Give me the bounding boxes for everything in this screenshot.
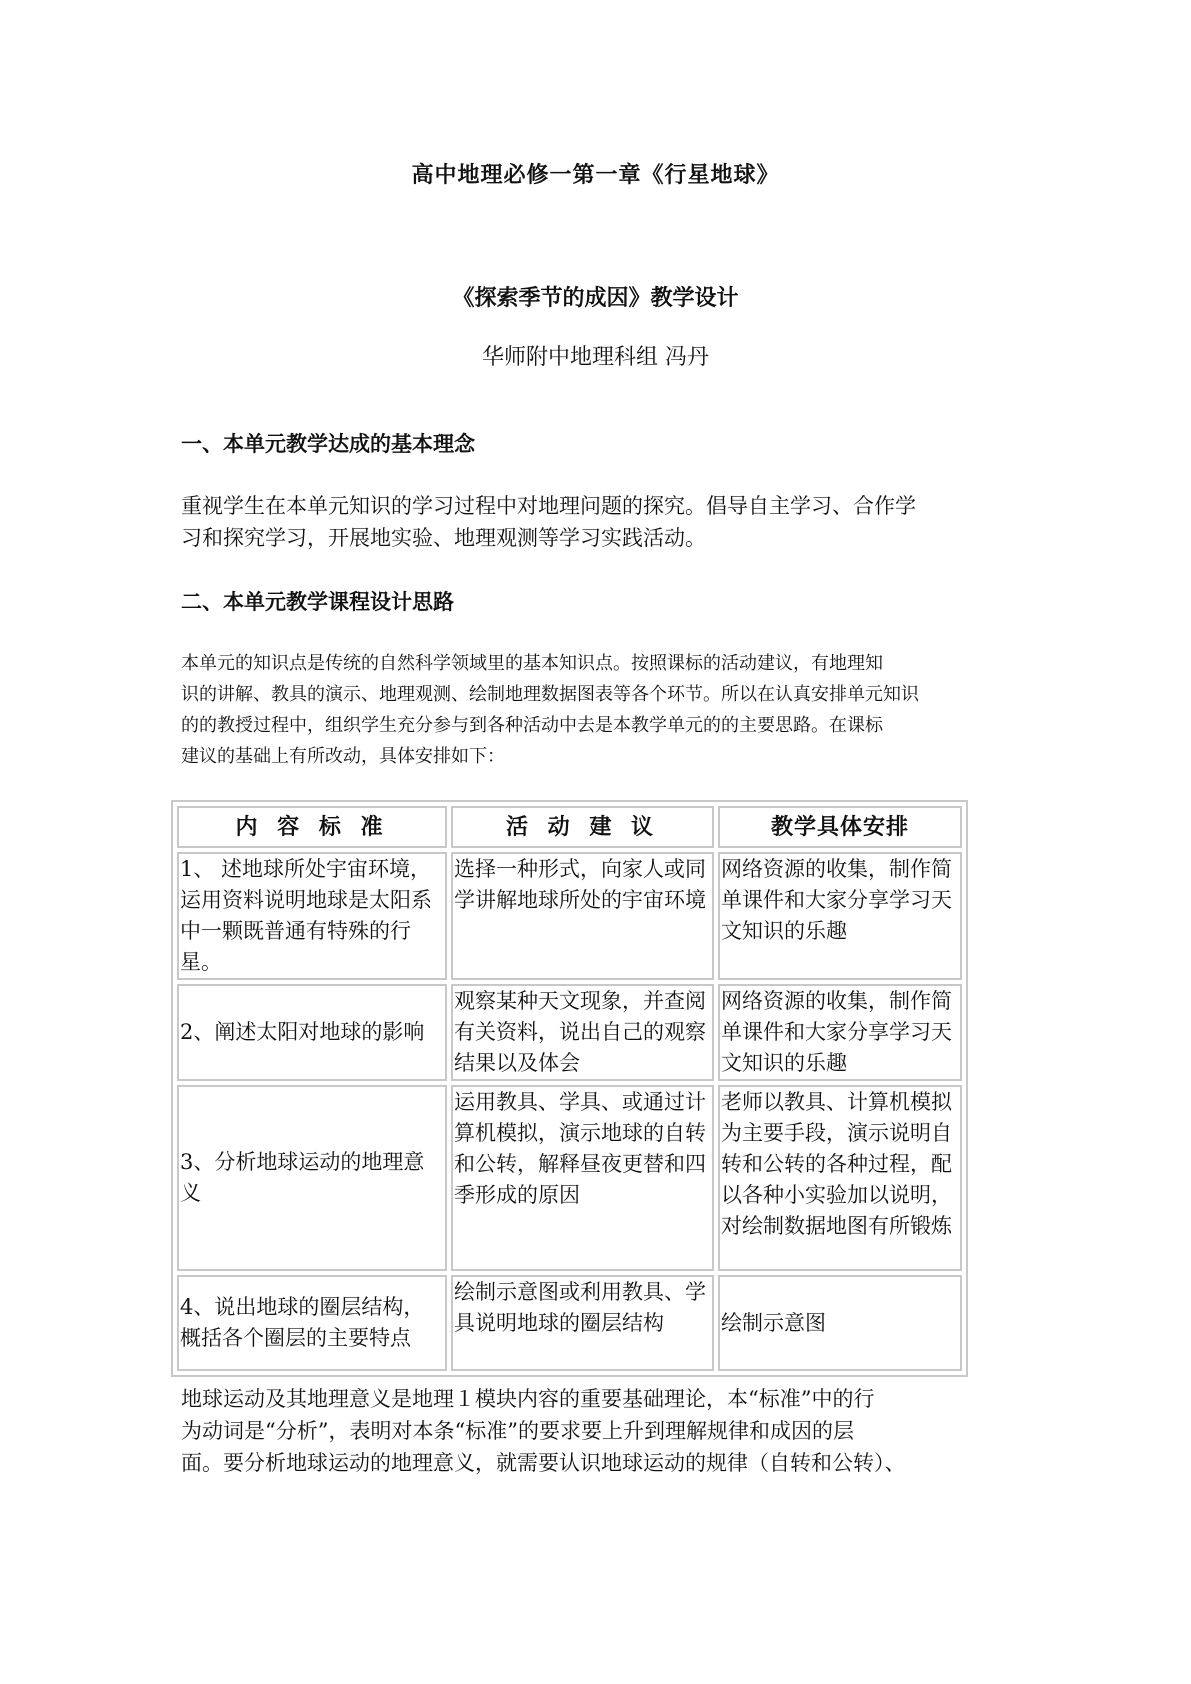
section1-body-line: 重视学生在本单元知识的学习过程中对地理问题的探究。倡导自主学习、合作学 <box>181 494 916 518</box>
closing-paragraph <box>181 1383 1021 1479</box>
document-title: 高中地理必修一第一章《行星地球》 <box>411 162 780 188</box>
section2-body-line: 识的讲解、教具的演示、地理观测、绘制地理数据图表等各个环节。所以在认真安排单元知识 <box>181 684 919 705</box>
section2-body-line: 建议的基础上有所改动，具体安排如下： <box>181 746 505 767</box>
closing-line: 面。要分析地球运动的地理意义，就需要认识地球运动的规律（自转和公转）、 <box>181 1451 906 1475</box>
section1-heading: 一、本单元教学达成的基本理念 <box>181 431 475 456</box>
table-cell: 网络资源的收集，制作简单课件和大家分享学习天文知识的乐趣 <box>718 984 962 1081</box>
section2-body-line: 本单元的知识点是传统的自然科学领域里的基本知识点。按照课标的活动建议，有地理知 <box>181 653 883 674</box>
table-cell: 网络资源的收集，制作简单课件和大家分享学习天文知识的乐趣 <box>718 852 962 980</box>
document-author: 华师附中地理科组 冯丹 <box>482 345 709 370</box>
table-header-cell: 教学具体安排 <box>718 806 962 848</box>
closing-line: 为动词是“分析”，表明对本条“标准”的要求要上升到理解规律和成因的层 <box>181 1419 854 1443</box>
table-cell: 老师以教具、计算机模拟为主要手段，演示说明自转和公转的各种过程，配以各种小实验加以说明，对绘制数据地图有所锻炼 <box>718 1085 962 1271</box>
closing-line: 地球运动及其地理意义是地理１模块内容的重要基础理论，本“标准”中的行 <box>181 1387 875 1411</box>
table-cell: 选择一种形式，向家人或同学讲解地球所处的宇宙环境 <box>451 852 714 980</box>
table-cell: 1、 述地球所处宇宙环境，运用资料说明地球是太阳系中一颗既普通有特殊的行星。 <box>177 852 447 980</box>
table-cell: 绘制示意图 <box>718 1275 962 1371</box>
table-cell: 3、分析地球运动的地理意义 <box>177 1085 447 1271</box>
section1-body <box>181 490 1021 554</box>
table-row <box>177 1085 962 1271</box>
teaching-plan-table <box>171 800 968 1377</box>
table-cell: 观察某种天文现象，并查阅有关资料，说出自己的观察结果以及体会 <box>451 984 714 1081</box>
table-cell: 2、阐述太阳对地球的影响 <box>177 984 447 1081</box>
section2-body-line: 的的教授过程中，组织学生充分参与到各种活动中去是本教学单元的的主要思路。在课标 <box>181 715 883 736</box>
table-cell: 4、说出地球的圈层结构，概括各个圈层的主要特点 <box>177 1275 447 1371</box>
section2-heading: 二、本单元教学课程设计思路 <box>181 589 454 614</box>
table-header-cell: 活 动 建 议 <box>451 806 714 848</box>
table-cell: 运用教具、学具、或通过计算机模拟，演示地球的自转和公转，解释昼夜更替和四季形成的原因 <box>451 1085 714 1271</box>
table-row <box>177 984 962 1081</box>
table-header-row <box>177 806 962 848</box>
table-row <box>177 852 962 980</box>
table-row <box>177 1275 962 1371</box>
section1-body-line: 习和探究学习，开展地实验、地理观测等学习实践活动。 <box>181 526 706 550</box>
table-cell: 绘制示意图或利用教具、学具说明地球的圈层结构 <box>451 1275 714 1371</box>
document-subtitle: 《探索季节的成因》教学设计 <box>452 285 739 311</box>
table-header-cell: 内 容 标 准 <box>177 806 447 848</box>
section2-body <box>181 648 1021 772</box>
